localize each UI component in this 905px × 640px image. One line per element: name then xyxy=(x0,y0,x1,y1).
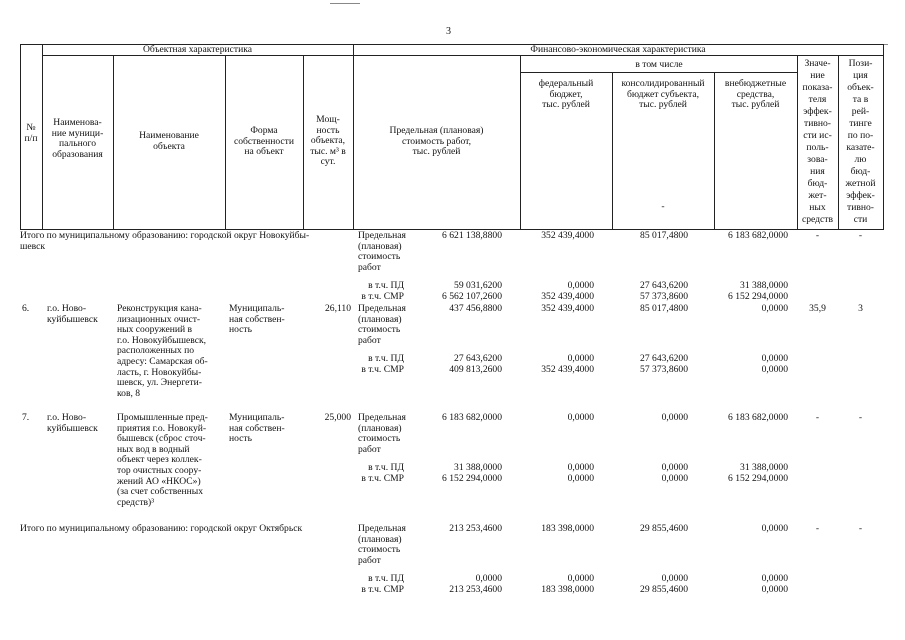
header-col-power: Мощ- ность объекта, тыс. м³ в сут. xyxy=(310,114,346,168)
row7-fed-total: 0,0000 xyxy=(567,412,594,423)
row6-name: Реконструкция кана- лизационных очист- ных сооружений в г.о. Новокуйбышевск, расположенных по адресу: Самарская об- ласть, г. Новокуйбы- шевск, ул. Энергети- ков, 8 xyxy=(117,303,208,399)
row7-smr-fed: 0,0000 xyxy=(567,473,594,484)
row7-pd-cons: 0,0000 xyxy=(661,462,688,473)
header-col-num: № п/п xyxy=(24,122,38,144)
total1-pd-cons: 27 643,6200 xyxy=(640,280,688,291)
total1-smr-cost: 6 562 107,2600 xyxy=(442,291,502,302)
row7-cost-total: 6 183 682,0000 xyxy=(442,412,502,423)
total1-smr-extra: 6 152 294,0000 xyxy=(728,291,788,302)
total2-smr-cost: 213 253,4600 xyxy=(449,584,502,595)
total2-pd-label: в т.ч. ПД xyxy=(368,573,404,584)
row6-pos: 3 xyxy=(858,303,863,314)
total1-smr-cons: 57 373,8600 xyxy=(640,291,688,302)
row7-smr-cost: 6 152 294,0000 xyxy=(442,473,502,484)
total1-pd-label: в т.ч. ПД xyxy=(368,280,404,291)
total2-smr-label: в т.ч. СМР xyxy=(361,584,404,595)
header-col-cons: консолидированный бюджет субъекта, тыс. рублей xyxy=(621,78,705,111)
row6-cost-total: 437 456,8800 xyxy=(449,303,502,314)
row7-mo: г.о. Ново- куйбышевск xyxy=(47,412,98,434)
total2-smr-fed: 183 398,0000 xyxy=(541,584,594,595)
header-col-pos: Пози- ция объек- та в рей- тинге по по- казате- лю бюд- жетной эффек- тивно- сти xyxy=(845,58,876,225)
header-group-finance: Финансово-экономическая характеристика xyxy=(530,44,706,55)
row6-smr-cons: 57 373,8600 xyxy=(640,364,688,375)
row7-name: Промышленные пред- приятия г.о. Новокуй- бышевск (сброс сточ- ных вод в водный объект через коллек- тор очистных соору- жений АО «НКОС») (за счет собственных средств)³ xyxy=(117,412,208,508)
page-number: 3 xyxy=(446,26,451,37)
row6-smr-label: в т.ч. СМР xyxy=(361,364,404,375)
total1-cons-total: 85 017,4800 xyxy=(640,230,688,241)
header-group-object: Объектная характеристика xyxy=(143,44,252,55)
row7-smr-label: в т.ч. СМР xyxy=(361,473,404,484)
total2-cons-total: 29 855,4600 xyxy=(640,523,688,534)
total1-pd-fed: 0,0000 xyxy=(567,280,594,291)
total1-pd-extra: 31 388,0000 xyxy=(740,280,788,291)
row6-power: 26,110 xyxy=(324,303,351,314)
total2-fed-total: 183 398,0000 xyxy=(541,523,594,534)
total2-title: Итого по муниципальному образованию: городской округ Октябрьск xyxy=(20,523,303,534)
scan-mark xyxy=(330,3,360,4)
total1-eff: - xyxy=(815,230,820,241)
total2-pos: - xyxy=(858,523,863,534)
row7-form: Муниципаль- ная собствен- ность xyxy=(229,412,285,445)
total2-pd-cons: 0,0000 xyxy=(661,573,688,584)
header-col-dash: - xyxy=(661,201,665,212)
total2-pd-fed: 0,0000 xyxy=(567,573,594,584)
total2-eff: - xyxy=(815,523,820,534)
row7-pd-label: в т.ч. ПД xyxy=(368,462,404,473)
row6-extra-total: 0,0000 xyxy=(761,303,788,314)
row6-form: Муниципаль- ная собствен- ность xyxy=(229,303,285,336)
total2-extra-total: 0,0000 xyxy=(761,523,788,534)
header-incl-line xyxy=(520,72,798,73)
row6-smr-extra: 0,0000 xyxy=(761,364,788,375)
row7-num: 7. xyxy=(22,412,30,423)
row6-mo: г.о. Ново- куйбышевск xyxy=(47,303,98,325)
total1-smr-fed: 352 439,4000 xyxy=(541,291,594,302)
row6-pd-label: в т.ч. ПД xyxy=(368,353,404,364)
row7-smr-cons: 0,0000 xyxy=(661,473,688,484)
total1-pd-cost: 59 031,6200 xyxy=(454,280,502,291)
row6-num: 6. xyxy=(22,303,30,314)
header-col-form: Форма собственности на объект xyxy=(233,125,294,158)
row7-cons-total: 0,0000 xyxy=(661,412,688,423)
row6-fed-total: 352 439,4000 xyxy=(541,303,594,314)
header-col-name: Наименование объекта xyxy=(139,130,199,152)
row7-pos: - xyxy=(858,412,863,423)
row6-pd-cost: 27 643,6200 xyxy=(454,353,502,364)
total2-cost-label: Предельная (плановая) стоимость работ xyxy=(358,523,406,566)
header-col-extra: внебюджетные средства, тыс. рублей xyxy=(724,78,787,111)
row6-smr-fed: 352 439,4000 xyxy=(541,364,594,375)
row6-smr-cost: 409 813,2600 xyxy=(449,364,502,375)
total1-smr-label: в т.ч. СМР xyxy=(361,291,404,302)
row6-eff: 35,9 xyxy=(809,303,826,314)
total2-pd-cost: 0,0000 xyxy=(475,573,502,584)
row7-eff: - xyxy=(815,412,820,423)
total1-extra-total: 6 183 682,0000 xyxy=(728,230,788,241)
total2-smr-cons: 29 855,4600 xyxy=(640,584,688,595)
row7-cost-label: Предельная (плановая) стоимость работ xyxy=(358,412,406,455)
total1-fed-total: 352 439,4000 xyxy=(541,230,594,241)
row6-pd-fed: 0,0000 xyxy=(567,353,594,364)
total1-pos: - xyxy=(858,230,863,241)
total2-smr-extra: 0,0000 xyxy=(761,584,788,595)
total2-pd-extra: 0,0000 xyxy=(761,573,788,584)
row6-cost-label: Предельная (плановая) стоимость работ xyxy=(358,303,406,346)
total2-cost-total: 213 253,4600 xyxy=(449,523,502,534)
header-col-cost: Предельная (плановая) стоимость работ, тыс. рублей xyxy=(389,125,484,158)
row6-pd-extra: 0,0000 xyxy=(761,353,788,364)
total1-cost-label: Предельная (плановая) стоимость работ xyxy=(358,230,406,273)
total1-title: Итого по муниципальному образованию: городской округ Новокуйбы- шевск xyxy=(20,230,310,252)
header-col-fed: федеральный бюджет, тыс. рублей xyxy=(538,78,594,111)
row7-pd-extra: 31 388,0000 xyxy=(740,462,788,473)
row7-smr-extra: 6 152 294,0000 xyxy=(728,473,788,484)
header-col-eff: Значе- ние показа- теля эффек- тивно- сти ис- поль- зова- ния бюд- жет- ных средств xyxy=(801,58,834,225)
row7-pd-fed: 0,0000 xyxy=(567,462,594,473)
header-col-mo: Наименова- ние муници- пального образования xyxy=(51,117,104,160)
col-sep xyxy=(883,44,884,229)
total1-cost-total: 6 621 138,8800 xyxy=(442,230,502,241)
row7-pd-cost: 31 388,0000 xyxy=(454,462,502,473)
header-incl: в том числе xyxy=(635,59,683,70)
row7-extra-total: 6 183 682,0000 xyxy=(728,412,788,423)
row6-pd-cons: 27 643,6200 xyxy=(640,353,688,364)
row6-cons-total: 85 017,4800 xyxy=(640,303,688,314)
row7-power: 25,000 xyxy=(324,412,351,423)
